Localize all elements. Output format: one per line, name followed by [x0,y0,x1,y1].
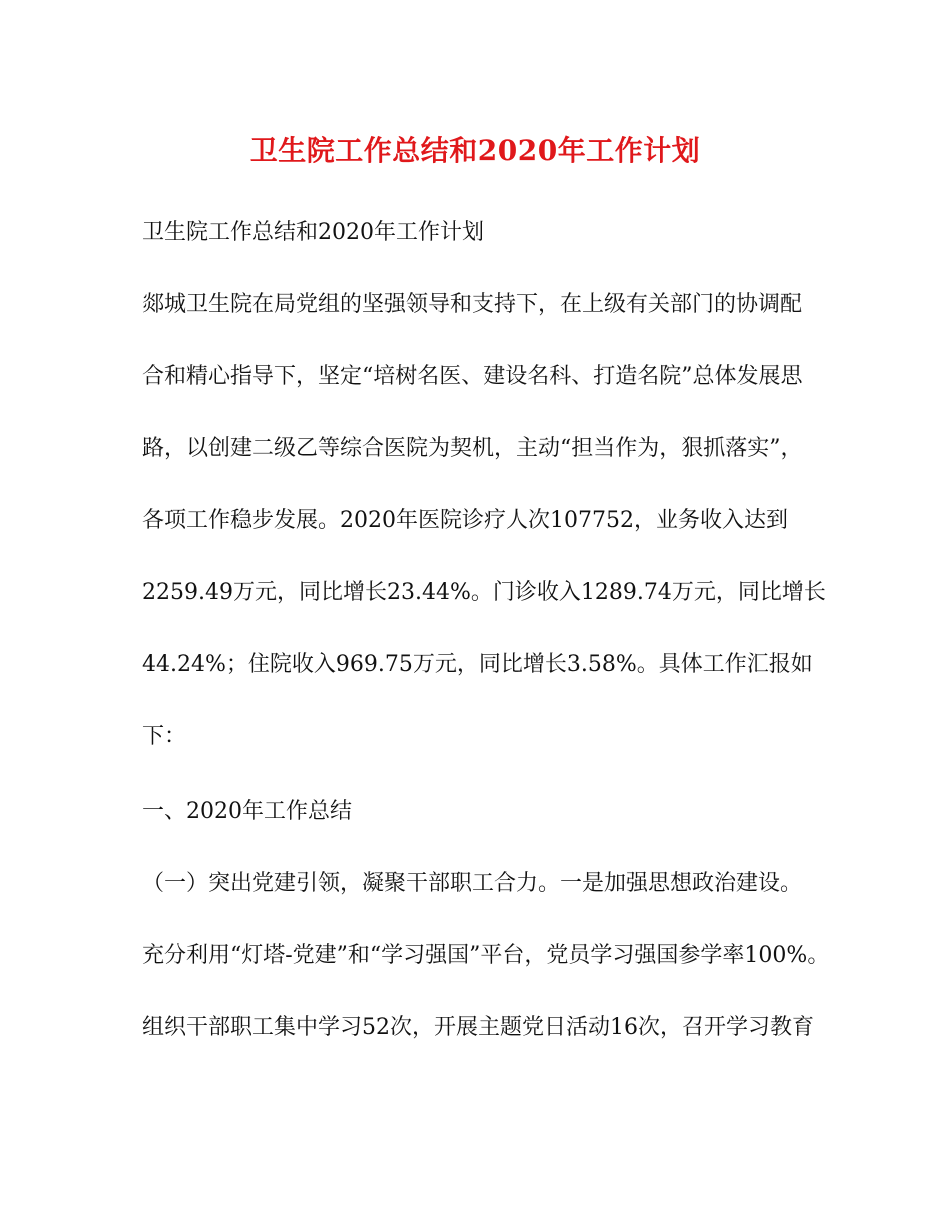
body-text-line: 2259.49万元，同比增长23.44%。门诊收入1289.74万元，同比增长 [142,580,826,605]
body-text-line: 郯城卫生院在局党组的坚强领导和支持下，在上级有关部门的协调配 [142,292,803,317]
body-text-line: 下： [142,724,187,749]
body-text-line: 合和精心指导下，坚定“培树名医、建设名科、打造名院”总体发展思 [142,364,803,389]
body-text-line: 组织干部职工集中学习52次，开展主题党日活动16次，召开学习教育 [142,1015,814,1040]
document-title: 卫生院工作总结和2020年工作计划 [249,134,701,167]
body-text-line: 路，以创建二级乙等综合医院为契机，主动“担当作为，狠抓落实”， [142,436,803,461]
body-text-line: （一）突出党建引领，凝聚干部职工合力。一是加强思想政治建设。 [142,871,803,896]
body-subtitle-line: 卫生院工作总结和2020年工作计划 [142,220,484,245]
body-text-line: 44.24%；住院收入969.75万元，同比增长3.58%。具体工作汇报如 [142,652,813,677]
section-heading: 一、2020年工作总结 [142,799,352,824]
body-text-line: 充分利用“灯塔-党建”和“学习强国”平台，党员学习强国参学率100%。 [142,943,830,968]
body-text-line: 各项工作稳步发展。2020年医院诊疗人次107752，业务收入达到 [142,508,788,533]
